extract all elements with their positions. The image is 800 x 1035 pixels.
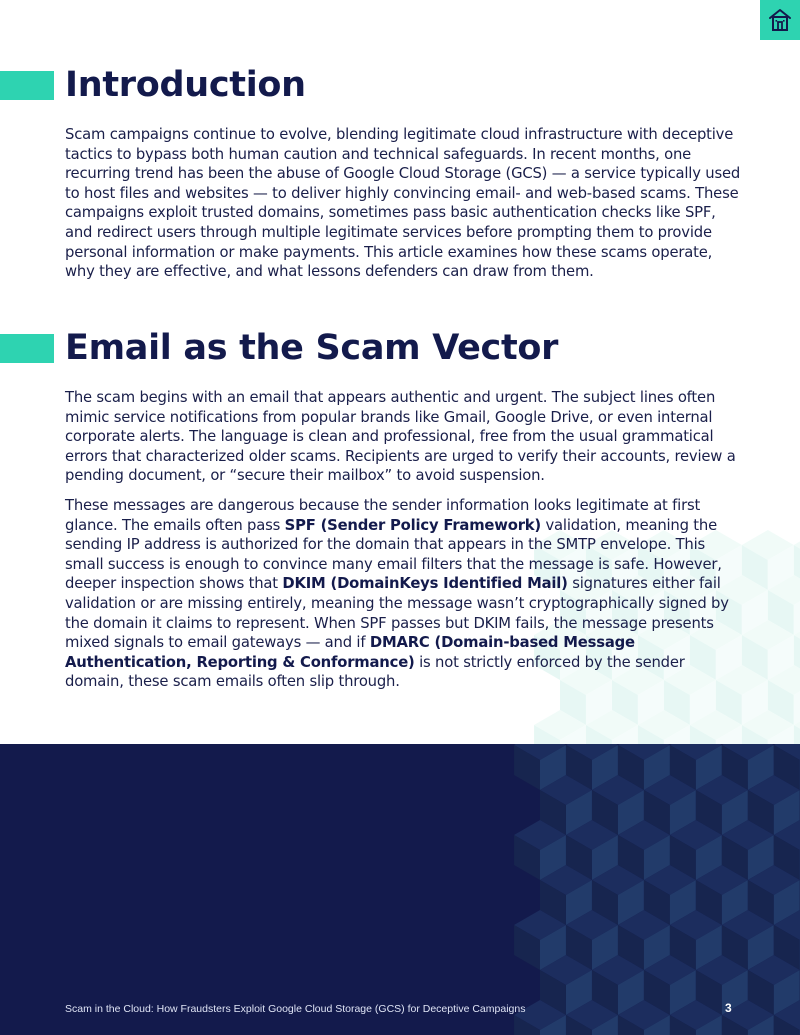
text-run: The scam begins with an email that appears authentic and urgent. The subject lines often mimic service notifications from popular brands like Gmail, Google Drive, or even internal corporate alerts. The language is clean and professional, free from the usual grammatical errors that characterized older scams. Recipients are urged to verify their accounts, review a pending document, or “secure their mailbox” to avoid suspension. xyxy=(65,389,736,485)
house-icon xyxy=(767,7,793,33)
section-accent-bar xyxy=(0,71,54,100)
bold-term: SPF (Sender Policy Framework) xyxy=(284,516,541,534)
email-paragraph-1 xyxy=(65,388,741,486)
bold-term: DMARC (Domain-based Message Authentication, Reporting & Conformance) xyxy=(65,634,635,671)
section-accent-bar xyxy=(0,334,54,363)
cube-pattern-dark xyxy=(0,744,800,1035)
page-number: 3 xyxy=(725,1001,732,1015)
section-title-introduction: Introduction xyxy=(65,65,306,105)
footer-title: Scam in the Cloud: How Fraudsters Exploit Google Cloud Storage (GCS) for Deceptive Campaigns xyxy=(65,1003,526,1015)
footer-band xyxy=(0,744,800,1035)
bold-term: DKIM (DomainKeys Identified Mail) xyxy=(282,575,568,593)
intro-paragraph xyxy=(65,125,741,282)
text-run: These messages are dangerous because the sender information looks legitimate at first glance. The emails often pass xyxy=(65,497,701,534)
text-run: is not strictly enforced by the sender domain, these scam emails often slip through. xyxy=(65,653,685,691)
text-run: Scam campaigns continue to evolve, blending legitimate cloud infrastructure with deceptive tactics to bypass both human caution and technical safeguards. In recent months, one recurring trend has been the abuse of Google Cloud Storage (GCS) — a service typically used to host files and websites — to deliver highly convincing email- and web-based scams. These campaigns exploit trusted domains, sometimes pass basic authentication checks like SPF, and redirect users through multiple legitimate services before prompting them to provide personal information or make payments. This article examines how these scams operate, why they are effective, and what lessons defenders can draw from them. xyxy=(65,126,741,281)
text-run: signatures either fail validation or are missing entirely, meaning the message wasn’t cryptographically signed by the domain it claims to represent. When SPF passes but DKIM fails, the message presents mixed signals to email gateways — and if xyxy=(65,575,729,652)
section-title-email-vector: Email as the Scam Vector xyxy=(65,328,559,368)
text-run: validation, meaning the sending IP address is authorized for the domain that appears in the SMTP envelope. This small success is enough to convince many email filters that the message is safe. However, deeper inspection shows that xyxy=(65,516,722,593)
header-badge xyxy=(760,0,800,40)
email-paragraph-2 xyxy=(65,496,741,692)
